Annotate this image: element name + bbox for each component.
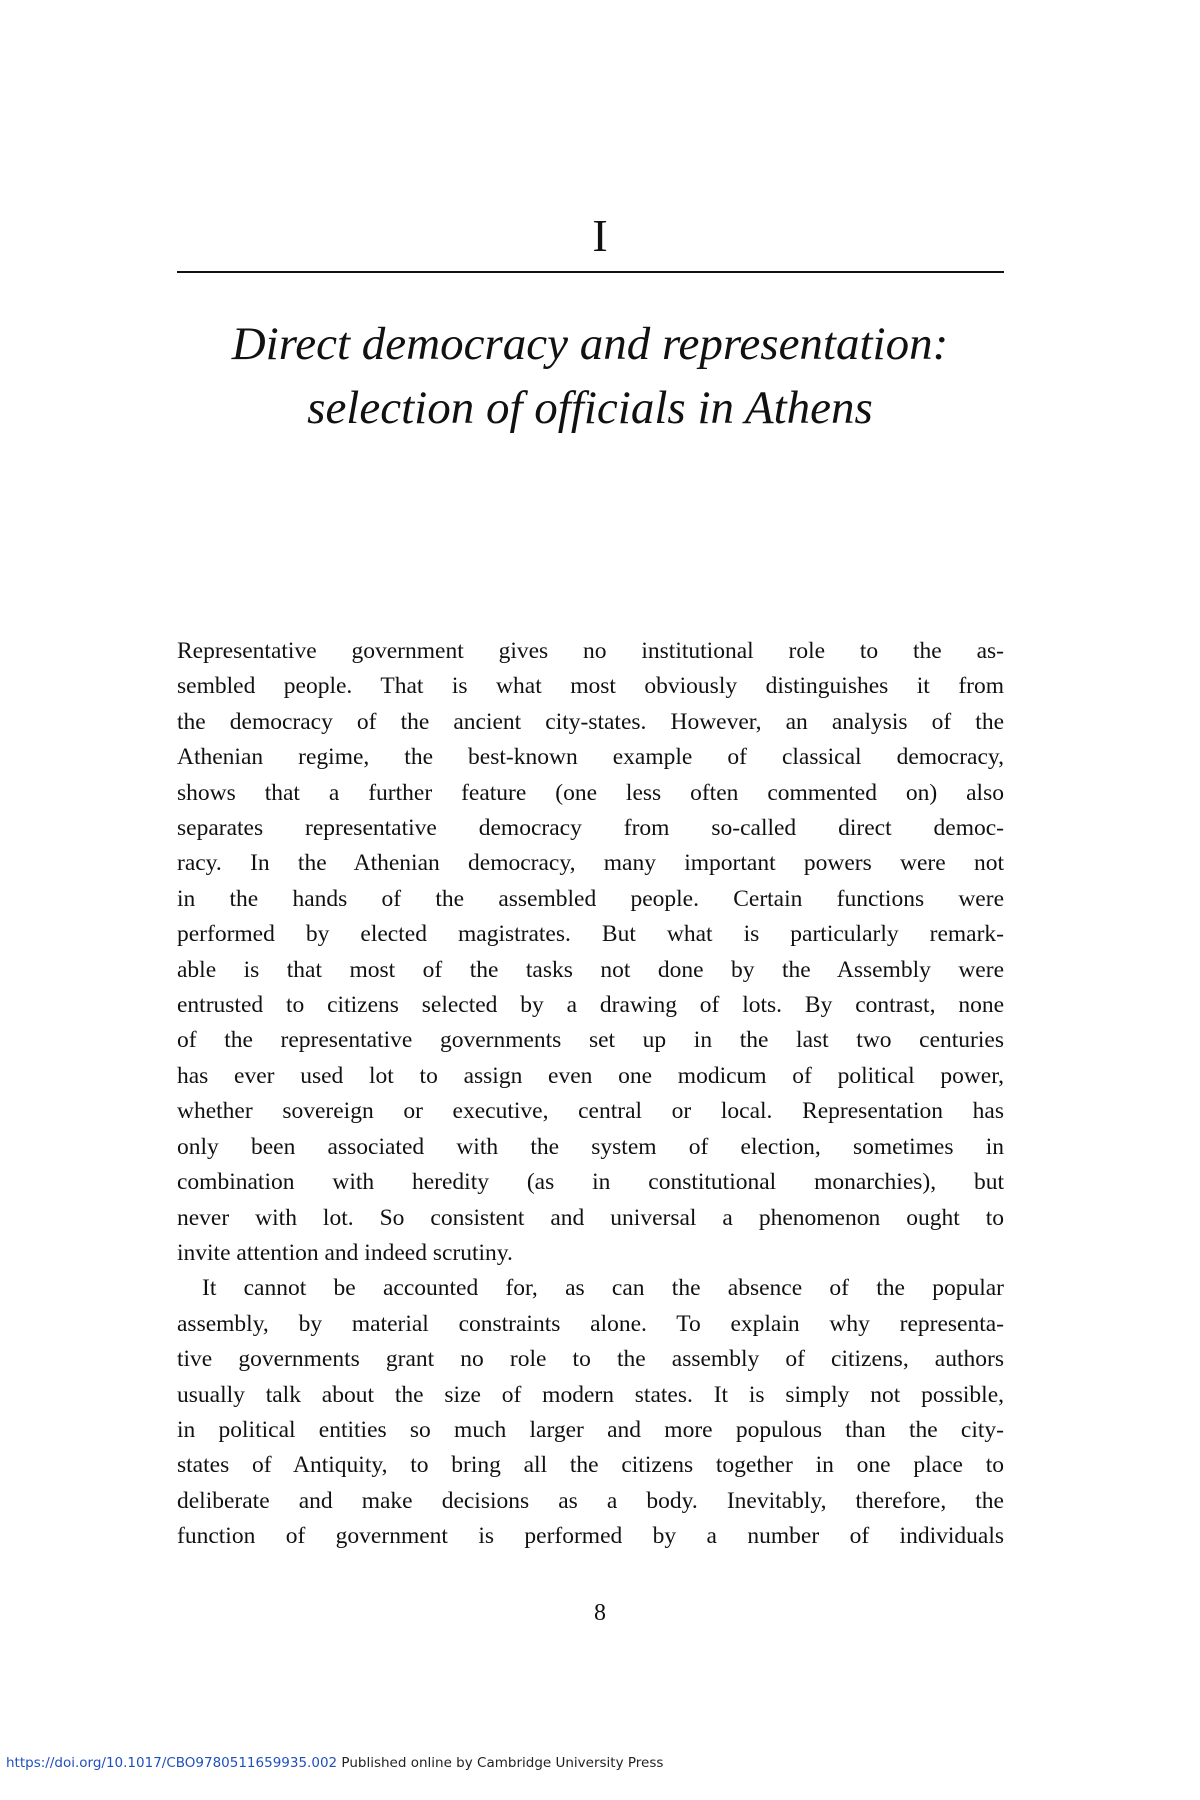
chapter-number: I <box>592 210 608 261</box>
text-line: combination with heredity (as in constitutional monarchies), but <box>177 1169 1004 1196</box>
chapter-title <box>140 312 1040 440</box>
text-line: usually talk about the size of modern states. It is simply not possible, <box>177 1381 1004 1408</box>
text-line: only been associated with the system of election, sometimes in <box>177 1133 1004 1160</box>
text-line: invite attention and indeed scrutiny. <box>177 1239 513 1266</box>
text-line: It cannot be accounted for, as can the absence of the popular <box>202 1275 1004 1302</box>
chapter-rule <box>177 271 1004 273</box>
paragraph-2 <box>177 1271 1004 1554</box>
text-line: the democracy of the ancient city-states. However, an analysis of the <box>177 708 1004 735</box>
text-line: in the hands of the assembled people. Certain functions were <box>177 885 1004 912</box>
text-line: of the representative governments set up in the last two centuries <box>177 1027 1004 1054</box>
text-line: racy. In the Athenian democracy, many important powers were not <box>177 850 1004 877</box>
text-line: shows that a further feature (one less often commented on) also <box>177 779 1004 806</box>
text-line: tive governments grant no role to the assembly of citizens, authors <box>177 1346 1004 1373</box>
text-line: whether sovereign or executive, central or local. Representation has <box>177 1098 1004 1125</box>
publisher-text: Published online by Cambridge University Press <box>341 1755 664 1771</box>
text-line: sembled people. That is what most obviously distinguishes it from <box>177 673 1004 700</box>
text-line: able is that most of the tasks not done by the Assembly were <box>177 956 1004 983</box>
doi-link[interactable]: https://doi.org/10.1017/CBO9780511659935.002 <box>6 1755 338 1771</box>
text-line: in political entities so much larger and more populous than the city- <box>177 1416 1004 1443</box>
chapter-title-line-1: Direct democracy and representation: <box>231 318 949 370</box>
chapter-title-line-2: selection of officials in Athens <box>307 382 873 434</box>
text-line: entrusted to citizens selected by a drawing of lots. By contrast, none <box>177 992 1004 1019</box>
text-line: Athenian regime, the best-known example of classical democracy, <box>177 744 1004 771</box>
text-line: never with lot. So consistent and universal a phenomenon ought to <box>177 1204 1004 1231</box>
text-line: performed by elected magistrates. But what is particularly remark- <box>177 921 1004 948</box>
text-line: Representative government gives no institutional role to the as- <box>177 638 1004 664</box>
text-line: assembly, by material constraints alone. To explain why representa- <box>177 1310 1004 1337</box>
paragraph-1 <box>177 634 1004 1271</box>
footer <box>6 1754 663 1772</box>
text-line: has ever used lot to assign even one modicum of political power, <box>177 1062 1004 1089</box>
text-line: function of government is performed by a number of individuals <box>177 1523 1004 1550</box>
text-line: states of Antiquity, to bring all the citizens together in one place to <box>177 1452 1004 1479</box>
text-line: deliberate and make decisions as a body. Inevitably, therefore, the <box>177 1487 1004 1514</box>
page-number: 8 <box>594 1600 606 1626</box>
text-line: separates representative democracy from so-called direct democ- <box>177 815 1004 842</box>
body-text <box>177 634 1004 1555</box>
